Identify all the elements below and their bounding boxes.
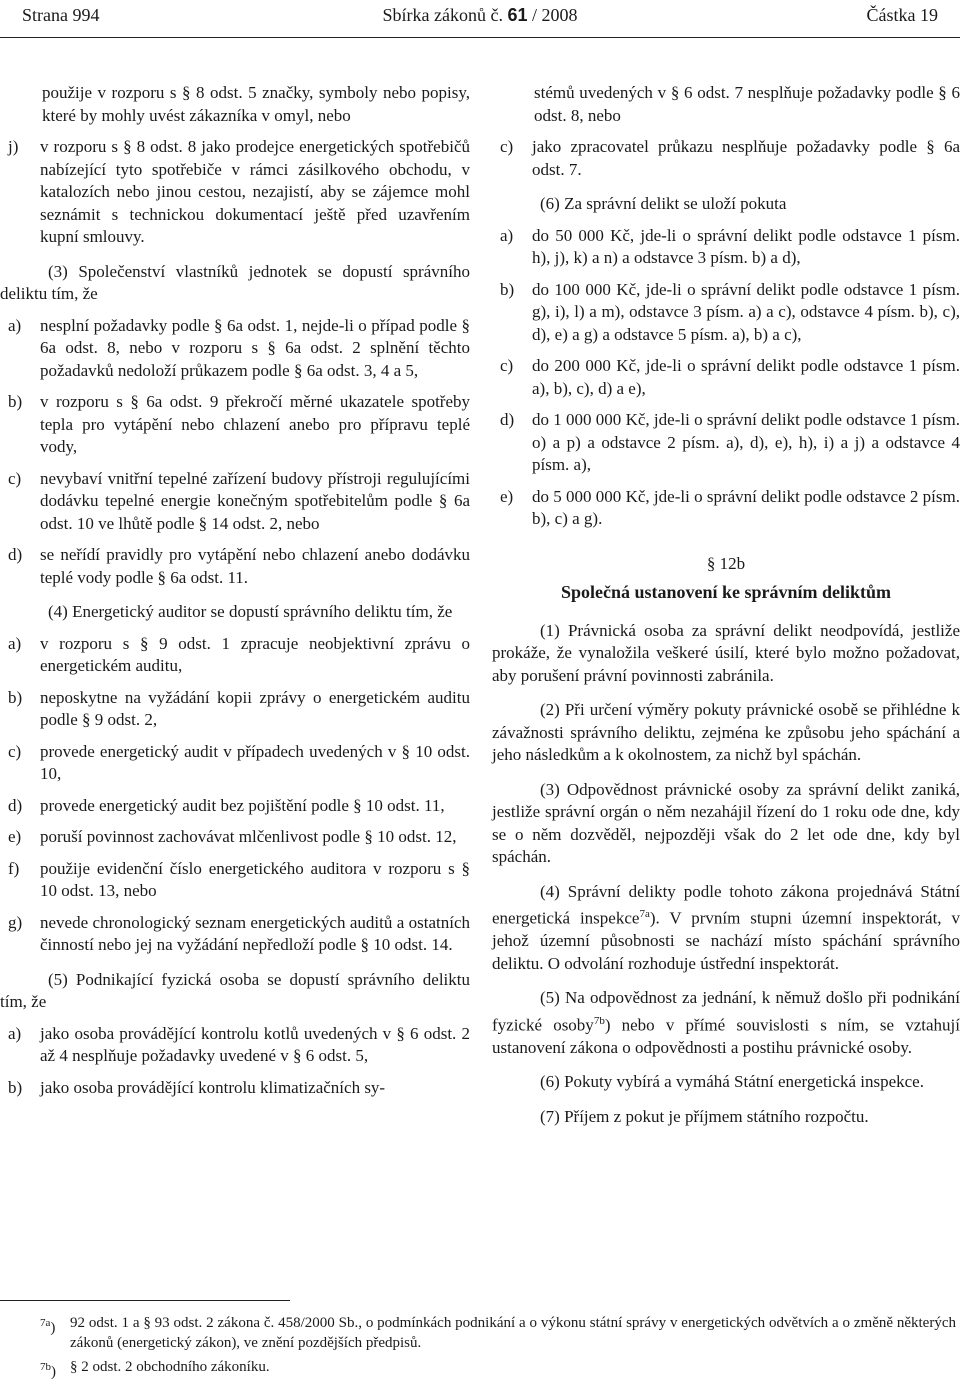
paragraph-text: ). V prvním stupni územní inspektorát, v jehož územní působnosti se nachází místo spáchání správního deliktu. O odvolání rozhoduje ústřední inspektorát. bbox=[492, 908, 960, 973]
list-item bbox=[0, 544, 470, 589]
item-text: neposkytne na vyžádání kopii zprávy o energetickém auditu podle § 9 odst. 2, bbox=[40, 687, 470, 729]
item-label: b) bbox=[8, 1077, 23, 1097]
collection-year: / 2008 bbox=[531, 5, 578, 25]
item-text: v rozporu s § 9 odst. 1 zpracuje neobjektivní zprávu o energetickém auditu, bbox=[40, 633, 470, 675]
paragraph-6-list bbox=[492, 225, 960, 531]
header-rule bbox=[0, 37, 960, 38]
footnotes bbox=[0, 1313, 960, 1386]
footnote-ref-7a[interactable]: 7a bbox=[639, 908, 650, 920]
section-paragraph-1: (1) Právnická osoba za správní delikt neodpovídá, jestliže prokáže, že vynaložila veškeré úsilí, které bylo možno požadovat, aby porušení právní povinnosti zabránila. bbox=[492, 620, 960, 685]
list-item bbox=[492, 136, 960, 181]
list-item bbox=[0, 858, 470, 903]
item-text: do 100 000 Kč, jde-li o správní delikt podle odstavce 1 písm. g), i), l) a m), odstavce 3 písm. a) a c), odstavce 4 písm. b), c), d), e) a g) a odstavce 5 písm. a), b) a c), bbox=[532, 279, 960, 344]
list-item bbox=[0, 1077, 470, 1100]
footnote-mark: $^{7a}$) bbox=[40, 1317, 56, 1336]
footnote-text: § 2 odst. 2 obchodního zákoníku. bbox=[70, 1359, 270, 1375]
item-label: c) bbox=[500, 356, 514, 375]
item-label: f) bbox=[8, 858, 20, 878]
item-text: jako osoba provádějící kontrolu kotlů uvedených v § 6 odst. 2 až 4 nesplňuje požadavky uvedené v § 6 odst. 5, bbox=[40, 1023, 470, 1065]
list-item bbox=[492, 486, 960, 531]
item-text: provede energetický audit bez pojištění podle § 10 odst. 11, bbox=[40, 795, 445, 815]
right-column bbox=[492, 82, 960, 1137]
item-label: g) bbox=[8, 912, 23, 932]
paragraph-4-intro: (4) Energetický auditor se dopustí správního deliktu tím, že bbox=[48, 602, 453, 621]
item-text: v rozporu s § 6a odst. 9 překročí měrné ukazatele spotřeby tepla pro vytápění nebo chlazení anebo pro přípravu teplé vody, bbox=[40, 392, 470, 456]
footnote-ref-7b[interactable]: 7b bbox=[593, 1014, 605, 1027]
item-text: provede energetický audit v případech uvedených v § 10 odst. 10, bbox=[40, 741, 470, 783]
footnote bbox=[0, 1357, 960, 1382]
paragraph-5-intro: (5) Podnikající fyzická osoba se dopustí správního deliktu tím, že bbox=[0, 969, 470, 1011]
section-paragraph-7: (7) Příjem z pokut je příjmem státního rozpočtu. bbox=[540, 1106, 869, 1126]
page-header bbox=[0, 0, 960, 34]
item-text: jako osoba provádějící kontrolu klimatizačních sy- bbox=[40, 1077, 386, 1097]
item-label: a) bbox=[8, 633, 22, 653]
list-item bbox=[492, 279, 960, 347]
list-item bbox=[492, 355, 960, 400]
collection-prefix: Sbírka zákonů č. bbox=[382, 5, 503, 25]
list-item bbox=[0, 912, 470, 957]
item-label: d) bbox=[500, 410, 515, 429]
list-item bbox=[0, 633, 470, 678]
item-text: do 50 000 Kč, jde-li o správní delikt podle odstavce 1 písm. h), j), k) a n) a odstavce 3 písm. b) a d), bbox=[532, 225, 960, 267]
item-text: poruší povinnost zachovávat mlčenlivost podle § 10 odst. 12, bbox=[40, 827, 457, 846]
item-text: nevybaví vnitřní tepelné zařízení budovy přístroji regulujícími dodávku tepelné energie konečným spotřebitelům podle § 6a odst. 10 ve lhůtě podle § 14 odst. 2, nebo bbox=[40, 468, 470, 533]
item-label: b) bbox=[8, 392, 23, 411]
item-text: nevede chronologický seznam energetických auditů a ostatních činností nebo jej na vyžádání nepředloží podle § 10 odst. 14. bbox=[40, 912, 470, 954]
list-item bbox=[0, 741, 470, 786]
list-item bbox=[0, 468, 470, 536]
paragraph-6-intro: (6) Za správní delikt se uloží pokuta bbox=[540, 194, 787, 213]
footnote-mark: $^{7b}$) bbox=[40, 1361, 56, 1380]
list-item bbox=[0, 391, 470, 459]
collection-title bbox=[0, 5, 960, 26]
list-item bbox=[0, 315, 470, 383]
page-number: Strana 994 bbox=[22, 5, 100, 25]
item-label: a) bbox=[8, 315, 22, 335]
item-label: c) bbox=[8, 468, 22, 488]
paragraph-text: (4) Správní delikty podle tohoto zákona projednává Státní energetická inspekce bbox=[492, 881, 960, 928]
item-text: použije evidenční číslo energetického auditora v rozporu s § 10 odst. 13, nebo bbox=[40, 858, 470, 900]
paragraph-3-list bbox=[0, 315, 470, 590]
footnote-rule bbox=[0, 1300, 290, 1301]
paragraph-5-list bbox=[0, 1023, 470, 1100]
item-text: jako zpracovatel průkazu nesplňuje požadavky podle § 6a odst. 7. bbox=[532, 137, 960, 179]
item-label: c) bbox=[500, 137, 514, 156]
section-number: § 12b bbox=[706, 553, 746, 573]
list-item bbox=[0, 1023, 470, 1068]
item-text: nesplní požadavky podle § 6a odst. 1, nejde-li o případ podle § 6a odst. 8, nebo v rozporu s § 6a odst. 2 splnění těchto požadavků nedoloží průkazem podle § 6a odst. 3, 4 a 5, bbox=[40, 315, 470, 380]
item-label: e) bbox=[500, 486, 514, 506]
section-paragraph-2: (2) Při určení výměry pokuty právnické osobě se přihlédne k závažnosti správního deliktu, zejména ke způsobu jeho spáchání a jeho následkům a k okolnostem, za nichž byl spáchán. bbox=[492, 700, 960, 764]
item-label: e) bbox=[8, 827, 22, 846]
paragraph-3-intro: (3) Společenství vlastníků jednotek se dopustí správního deliktu tím, že bbox=[0, 261, 470, 303]
paragraph-text: ) nebo v přímé souvislosti s ním, se vztahují ustanovení zákona o odpovědnosti a postihu právnické osoby. bbox=[492, 1015, 960, 1057]
item-text: v rozporu s § 8 odst. 8 jako prodejce energetických spotřebičů nabízející tyto spotřebiče v rámci zásilkového obchodu, v katalozích nebo jinou cestou, nezajistí, aby se zájemce mohl seznámit s technickou dokumentací ještě před uzavřením kupní smlouvy. bbox=[40, 137, 470, 246]
list-item bbox=[492, 409, 960, 477]
paragraph-text: (5) Na odpovědnost za jednání, k němuž došlo při podnikání fyzické osoby bbox=[492, 988, 960, 1035]
paragraph-4-list bbox=[0, 633, 470, 957]
section-paragraph-3: (3) Odpovědnost právnické osoby za správní delikt zaniká, jestliže správní orgán o něm nezahájil řízení do 1 roku ode dne, kdy se o něm dozvěděl, nejpozději však do 2 let ode dne, kdy byl spáchán. bbox=[492, 779, 960, 866]
item-text: se neřídí pravidly pro vytápění nebo chlazení anebo dodávku teplé vody podle § 6a odst. 11. bbox=[40, 545, 470, 587]
left-column bbox=[0, 82, 470, 1108]
item-text: do 5 000 000 Kč, jde-li o správní delikt podle odstavce 2 písm. b), c) a g). bbox=[532, 486, 960, 528]
list-item bbox=[0, 826, 470, 849]
item-label: b) bbox=[8, 687, 23, 707]
section-paragraph-4 bbox=[492, 881, 960, 976]
item-b-continuation: stémů uvedených v § 6 odst. 7 nesplňuje požadavky podle § 6 odst. 8, nebo bbox=[534, 83, 960, 125]
item-text: do 200 000 Kč, jde-li o správní delikt podle odstavce 1 písm. a), b), c), d) a e), bbox=[532, 356, 960, 398]
list-item bbox=[492, 225, 960, 270]
section-paragraph-6: (6) Pokuty vybírá a vymáhá Státní energetická inspekce. bbox=[540, 1072, 924, 1092]
footnote bbox=[0, 1313, 960, 1353]
list-item bbox=[0, 136, 470, 249]
item-label: d) bbox=[8, 795, 23, 815]
item-label: d) bbox=[8, 545, 23, 564]
collection-number: 61 bbox=[507, 5, 528, 25]
item-label: a) bbox=[8, 1023, 22, 1043]
item-label: b) bbox=[500, 279, 515, 299]
item-text: do 1 000 000 Kč, jde-li o správní delikt podle odstavce 1 písm. o) a p) a odstavce 2 písm. a), d), e), h), i) a j) a odstavce 4 písm. a), bbox=[532, 410, 960, 474]
section-paragraph-5 bbox=[492, 987, 960, 1059]
part-number: Částka 19 bbox=[866, 5, 938, 25]
list-item bbox=[0, 687, 470, 732]
item-i-continuation: použije v rozporu s § 8 odst. 5 značky, symboly nebo popisy, které by mohly uvést zákazníka v omyl, nebo bbox=[42, 83, 470, 125]
section-title: Společná ustanovení ke správním deliktům bbox=[560, 582, 892, 602]
item-label: c) bbox=[8, 741, 22, 761]
item-label: j) bbox=[8, 137, 19, 156]
item-label: a) bbox=[500, 225, 514, 245]
list-item bbox=[0, 795, 470, 818]
footnote-text: 92 odst. 1 a § 93 odst. 2 zákona č. 458/2000 Sb., o podmínkách podnikání a o výkonu státní správy v energetických odvětvích a o změně některých zákonů (energetický zákon), ve znění pozdějších předpisů. bbox=[70, 1315, 956, 1351]
